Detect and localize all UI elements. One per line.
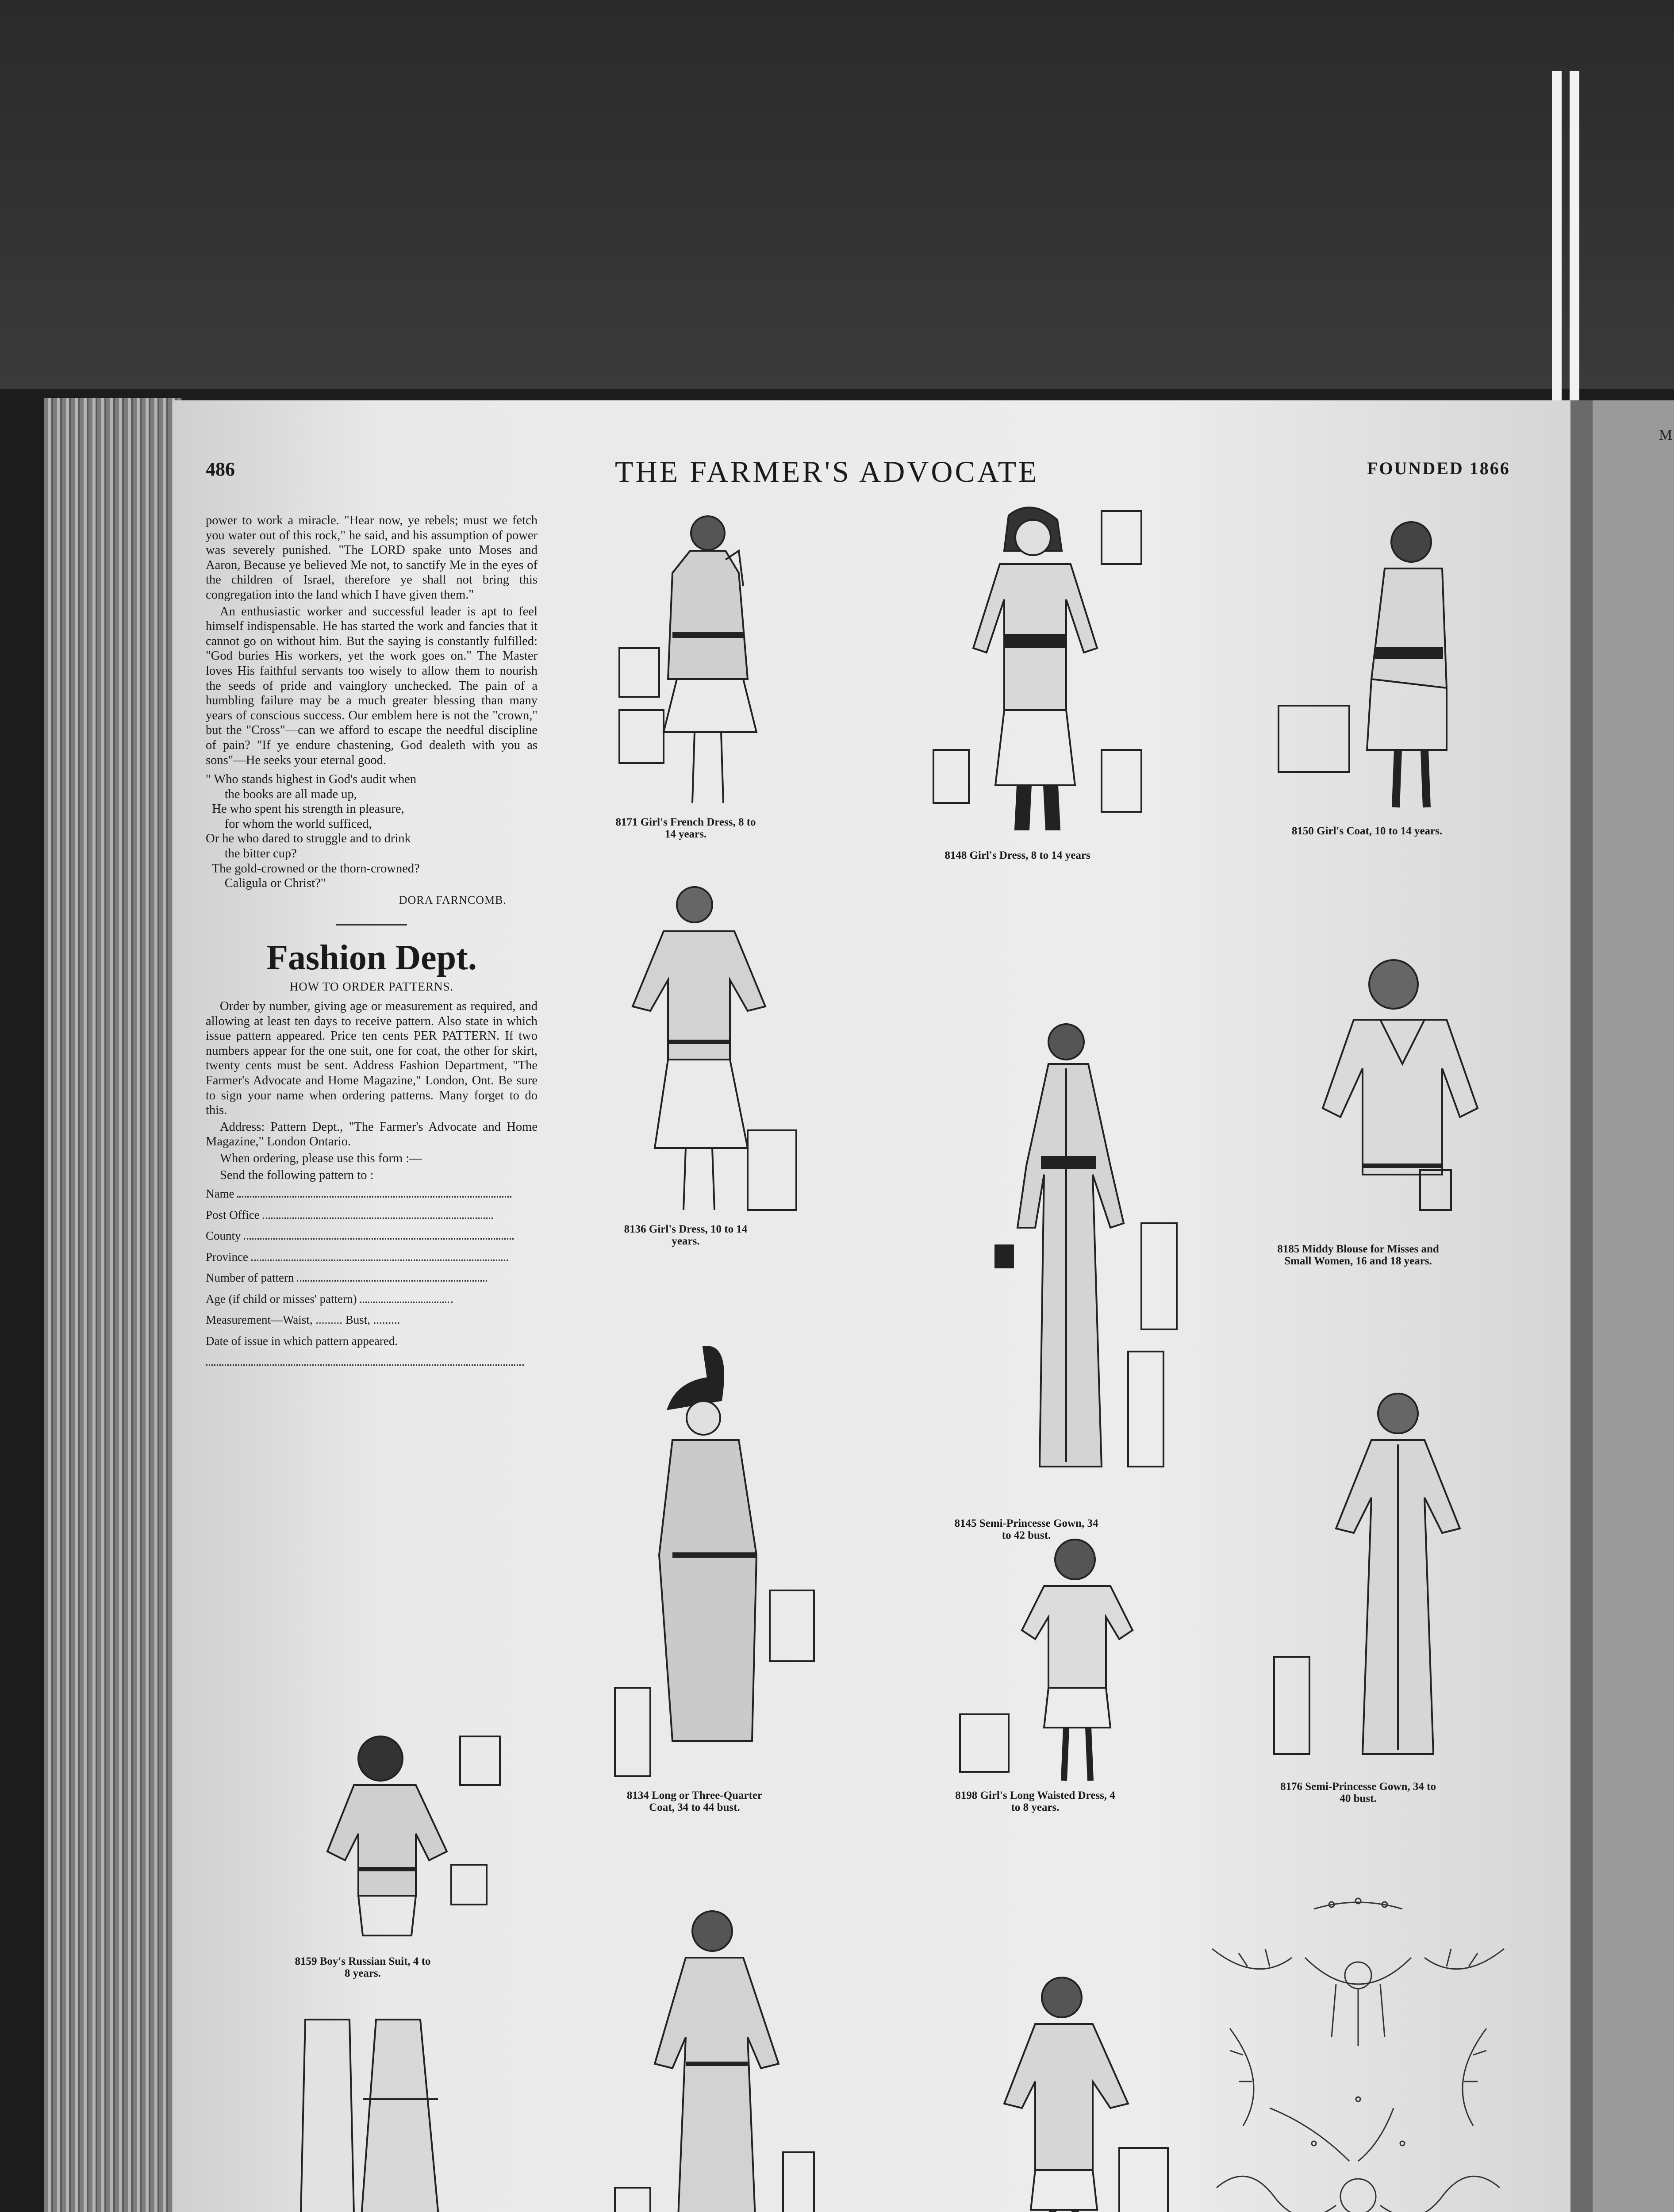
page-header <box>173 455 1570 493</box>
poem-line: He who spent his strength in pleasure, <box>206 802 404 816</box>
fashion-dept-title: Fashion Dept. <box>266 938 477 978</box>
pattern-illustration-8148 <box>925 502 1155 843</box>
article-paragraph: An enthusiastic worker and successful leader is apt to feel himself indispensable. He has started the work and fancies that it cannot go on without him. But the saying is constantly fulfilled: "God buries His workers, yet the work goes on." The Master loves His faithful servants too wisely to allow them to nourish the seeds of pride and vainglory unchecked. The pain of a humbling failure may be a much greater blessing than many years of conscious success. Our emblem here is not the "crown," but the "Cross"—can we afford to escape the needful discipline of pain? "If ye endure chastening, God dealeth with you as sons"—He seeks your eternal good. <box>206 604 538 767</box>
next-page-mark: M <box>1659 427 1673 443</box>
film-marker <box>1552 71 1562 407</box>
poem-line: Caligula or Christ?" <box>206 876 326 891</box>
pattern-caption: 8198 Girl's Long Waisted Dress, 4 to 8 years. <box>955 1790 1115 1813</box>
masthead-title: THE FARMER'S ADVOCATE <box>615 455 1039 488</box>
pattern-illustration-8185 <box>1265 945 1495 1219</box>
pattern-illustration-8146 <box>296 2011 487 2212</box>
pattern-illustration-8145 <box>951 1015 1199 1511</box>
pattern-illustration-8159 <box>292 1728 522 1958</box>
embroidery-design-614 <box>1203 1896 1513 2212</box>
poem <box>206 772 538 891</box>
film-marker <box>1570 71 1579 407</box>
pattern-caption: 8134 Long or Three-Quarter Coat, 34 to 44 bust. <box>626 1790 763 1813</box>
pattern-caption: 8176 Semi-Princesse Gown, 34 to 40 bust. <box>1280 1781 1436 1805</box>
poem-line: The gold-crowned or the thorn-crowned? <box>206 861 420 876</box>
order-form-field: Name <box>206 1183 538 1205</box>
pattern-illustration-8150 <box>1270 502 1500 821</box>
pattern-caption: 8185 Middy Blouse for Misses and Small Women, 16 and 18 years. <box>1277 1243 1439 1267</box>
poem-line: the books are all made up, <box>206 787 357 801</box>
page-number: 486 <box>206 458 235 480</box>
poem-line: the bitter cup? <box>206 847 297 861</box>
pattern-caption: 8159 Boy's Russian Suit, 4 to 8 years. <box>295 1955 431 1979</box>
book-page-edges <box>44 398 181 2212</box>
article-paragraph: power to work a miracle. "Hear now, ye rebels; must we fetch you water out of this rock," he said, and his assumption of power was severely punished. "The LORD spake unto Moses and Aaron, Because ye believed Me not, to sanctify Me in the eyes of the children of Israel, therefore ye shall not bring this congregation into the land which I have given them." <box>206 514 538 602</box>
order-form-field: Province <box>206 1247 538 1268</box>
order-form-field: Measurement—Waist, ......... Bust, ......... <box>206 1313 400 1327</box>
pattern-illustration-8171 <box>606 502 818 812</box>
order-form-field: Number of pattern <box>206 1267 538 1289</box>
founded-note: FOUNDED 1866 <box>1367 458 1510 478</box>
order-form-field: Post Office <box>206 1205 538 1226</box>
order-address: Address: Pattern Dept., "The Farmer's Advocate and Home Magazine," London Ontario. <box>206 1120 538 1149</box>
pattern-illustration-8177 <box>951 1962 1181 2212</box>
pattern-illustration-8176 <box>1265 1382 1495 1772</box>
fashion-dept-subtitle: HOW TO ORDER PATTERNS. <box>289 980 454 994</box>
section-divider <box>336 924 407 926</box>
next-page-edge <box>1593 400 1674 2212</box>
order-form-blank <box>206 1352 538 1373</box>
poem-line: Or he who dared to struggle and to drink <box>206 832 411 846</box>
pattern-illustration-8198 <box>942 1520 1190 1794</box>
order-form-field: Age (if child or misses' pattern) <box>206 1289 538 1310</box>
pattern-caption: 8136 Girl's Dress, 10 to 14 years. <box>624 1223 748 1247</box>
magazine-page <box>173 400 1570 2212</box>
pattern-illustration-8134 <box>606 1343 827 1785</box>
pattern-illustration-8163 <box>606 1905 827 2212</box>
pattern-caption: 8171 Girl's French Dress, 8 to 14 years. <box>615 816 756 840</box>
order-instructions: Order by number, giving age or measurement as required, and allowing at least ten days to receive pattern. Also state in which issue pattern appeared. Price ten cents PER PATTERN. If two numbers appear for the one suit, one for coat, the other for skirt, twenty cents must be sent. Address Fashion Department, "The Farmer's Advocate and Home Magazine," London, Ont. Be sure to sign your name when ordering patterns. Many forget to do this. <box>206 999 538 1118</box>
order-form-intro: When ordering, please use this form :— <box>220 1151 422 1165</box>
pattern-caption: 8150 Girl's Coat, 10 to 14 years. <box>1291 825 1443 837</box>
pattern-illustration-8136 <box>606 874 810 1219</box>
film-background-top <box>0 0 1674 389</box>
author-signature: DORA FARNCOMB. <box>399 893 507 906</box>
poem-line: " Who stands highest in God's audit when <box>206 772 417 787</box>
pattern-caption: 8148 Girl's Dress, 8 to 14 years <box>945 849 1090 861</box>
order-form-send: Send the following pattern to : <box>220 1168 374 1182</box>
order-form-field: County <box>206 1225 538 1247</box>
pattern-caption: 8145 Semi-Princesse Gown, 34 to 42 bust. <box>954 1517 1098 1541</box>
poem-line: for whom the world sufficed, <box>206 817 372 831</box>
left-text-column <box>206 513 538 1373</box>
order-form-field: Date of issue in which pattern appeared. <box>206 1334 398 1348</box>
